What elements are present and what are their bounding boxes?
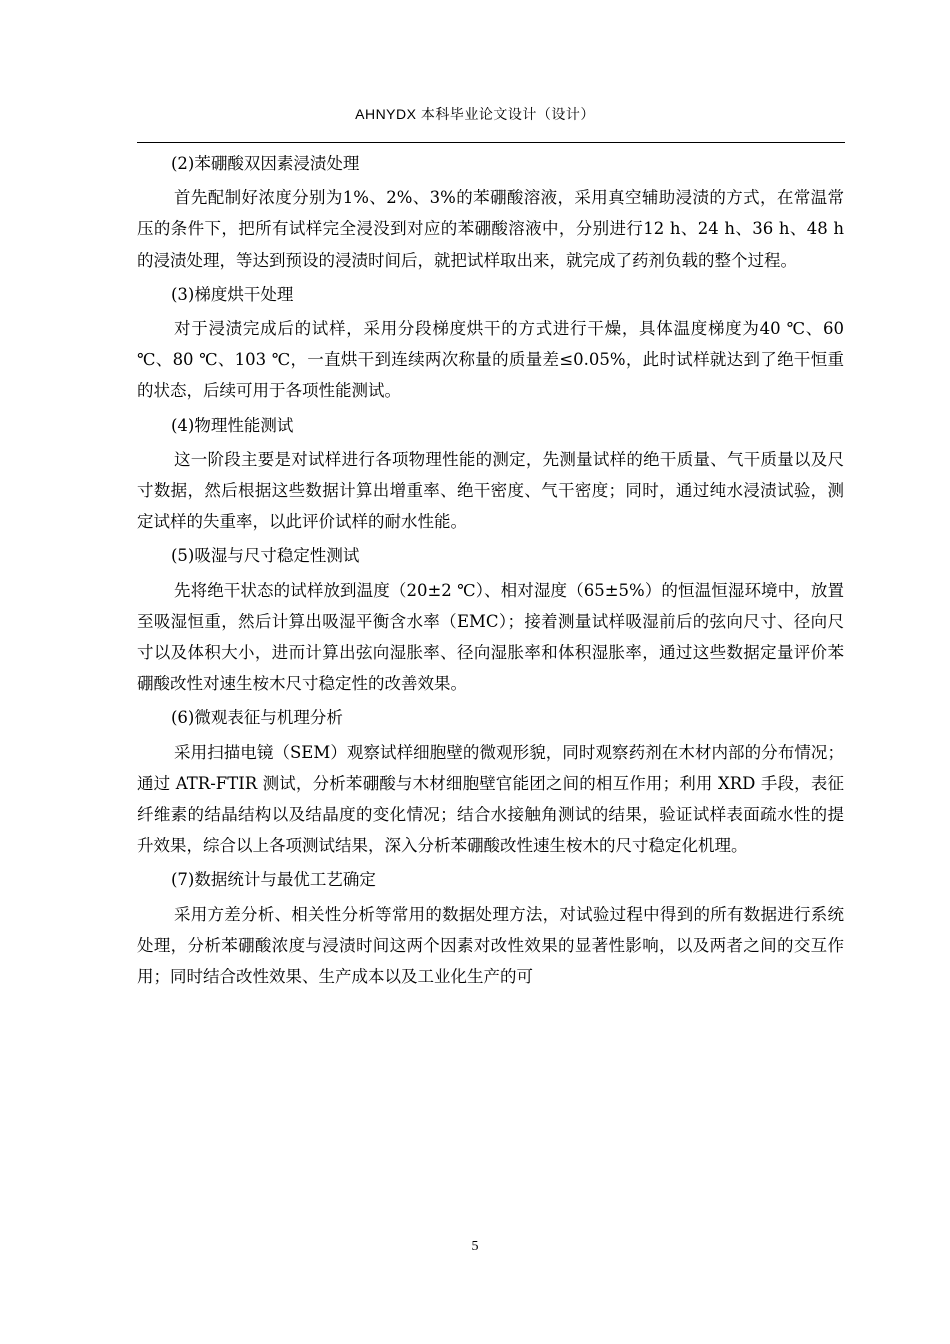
section-heading-3: (3)梯度烘干处理 xyxy=(171,284,294,304)
section-heading-4: (4)物理性能测试 xyxy=(171,415,294,435)
page-number: 5 xyxy=(471,1239,479,1254)
section-paragraph-7: 采用方差分析、相关性分析等常用的数据处理方法，对试验过程中得到的所有数据进行系统处理，分析苯硼酸浓度与浸渍时间这两个因素对改性效果的显著性影响，以及两者之间的交互作用；同时结合改性效果、生产成本以及工业化生产的可 xyxy=(137,904,844,987)
section-paragraph-3: 对于浸渍完成后的试样，采用分段梯度烘干的方式进行干燥，具体温度梯度为40 ℃、60 ℃、80 ℃、103 ℃，一直烘干到连续两次称量的质量差≤0.05%，此时试样就达到了绝干恒重的状态，后续可用于各项性能测试。 xyxy=(137,319,844,401)
running-header: AHNYDX 本科毕业论文设计（设计） xyxy=(355,106,595,122)
section-paragraph-5: 先将绝干状态的试样放到温度（20±2 ℃）、相对湿度（65±5%）的恒温恒湿环境中，放置至吸湿恒重，然后计算出吸湿平衡含水率（EMC）；接着测量试样吸湿前后的弦向尺寸、径向尺寸以及体积大小，进而计算出弦向湿胀率、径向湿胀率和体积湿胀率，通过这些数据定量评价苯硼酸改性对速生桉木尺寸稳定性的改善效果。 xyxy=(137,580,844,694)
document-body xyxy=(137,148,844,992)
section-heading-7: (7)数据统计与最优工艺确定 xyxy=(171,870,376,890)
header-divider xyxy=(137,142,845,143)
section-heading-2: (2)苯硼酸双因素浸渍处理 xyxy=(171,154,360,173)
section-paragraph-2: 首先配制好浓度分别为1%、2%、3%的苯硼酸溶液，采用真空辅助浸渍的方式，在常温常压的条件下，把所有试样完全浸没到对应的苯硼酸溶液中，分别进行12 h、24 h、36 h、48 h的浸渍处理，等达到预设的浸渍时间后，就把试样取出来，就完成了药剂负载的整个过程。 xyxy=(137,188,844,270)
section-paragraph-4: 这一阶段主要是对试样进行各项物理性能的测定，先测量试样的绝干质量、气干质量以及尺寸数据，然后根据这些数据计算出增重率、绝干密度、气干密度；同时，通过纯水浸渍试验，测定试样的失重率，以此评价试样的耐水性能。 xyxy=(137,449,844,532)
section-heading-5: (5)吸湿与尺寸稳定性测试 xyxy=(171,546,360,566)
section-heading-6: (6)微观表征与机理分析 xyxy=(171,708,343,728)
section-paragraph-6: 采用扫描电镜（SEM）观察试样细胞壁的微观形貌，同时观察药剂在木材内部的分布情况；通过 ATR-FTIR 测试，分析苯硼酸与木材细胞壁官能团之间的相互作用；利用 XRD 手段，表征纤维素的结晶结构以及结晶度的变化情况；结合水接触角测试的结果，验证试样表面疏水性的提升效果，综合以上各项测试结果，深入分析苯硼酸改性速生桉木的尺寸稳定化机理。 xyxy=(137,742,844,856)
